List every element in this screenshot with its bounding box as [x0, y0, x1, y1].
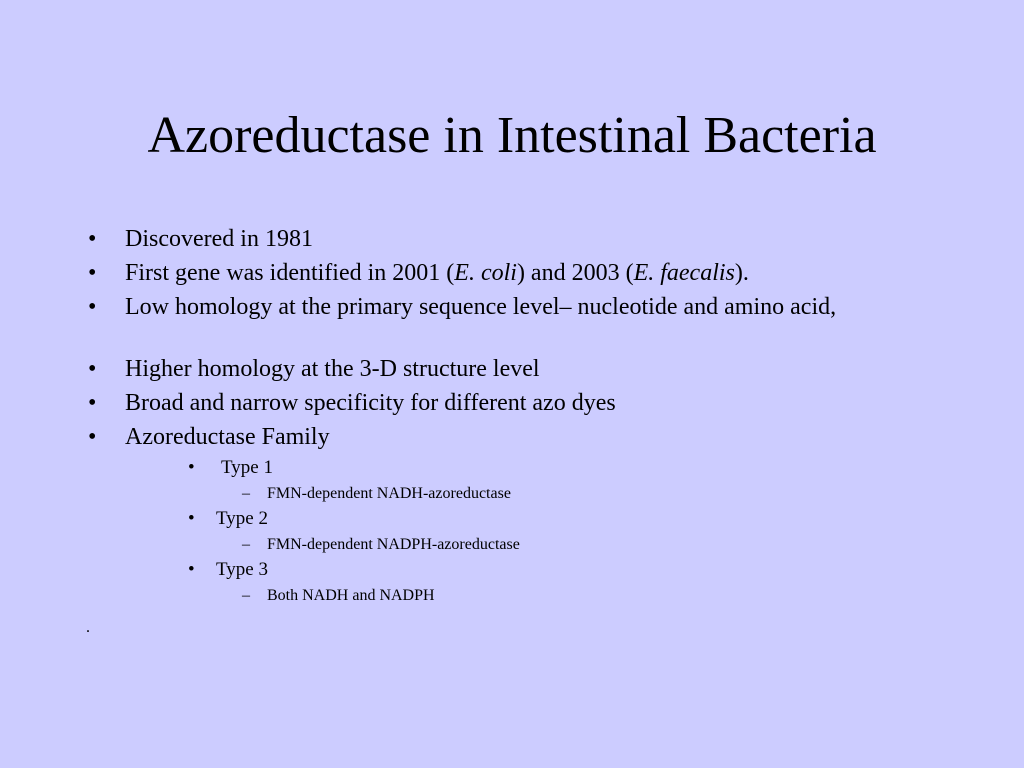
sub-bullet-marker: •: [188, 457, 195, 478]
bullet-text-part: ).: [734, 260, 749, 286]
family-detail-text: FMN-dependent NADH-azoreductase: [267, 485, 511, 502]
organism-name-efaecalis: E. faecalis: [633, 260, 735, 286]
bullet-text-part: First gene was identified in 2001 (: [125, 260, 455, 286]
bullet-text: Azoreductase Family: [125, 424, 330, 450]
bullet-marker: •: [88, 390, 97, 416]
dash-marker: –: [242, 485, 250, 502]
family-detail-text: FMN-dependent NADPH-azoreductase: [267, 536, 520, 553]
sub-bullet-marker: •: [188, 559, 195, 580]
bullet-marker: •: [88, 424, 97, 450]
bullet-marker: •: [88, 294, 97, 320]
sub-bullet-marker: •: [188, 508, 195, 529]
bullet-text: Broad and narrow specificity for different azo dyes: [125, 390, 616, 416]
bullet-text: Discovered in 1981: [125, 226, 313, 252]
family-type-label: Type 2: [216, 508, 268, 529]
bullet-marker: •: [88, 226, 97, 252]
family-detail-text: Both NADH and NADPH: [267, 587, 435, 604]
organism-name-ecoli: E. coli: [454, 260, 517, 286]
family-type-label: Type 3: [216, 559, 268, 580]
bullet-marker: •: [88, 356, 97, 382]
bullet-marker: •: [88, 260, 97, 286]
dash-marker: –: [242, 587, 250, 604]
trailing-dot: .: [86, 619, 90, 636]
slide-title: Azoreductase in Intestinal Bacteria: [147, 107, 877, 164]
bullet-text: [125, 260, 925, 287]
dash-marker: –: [242, 536, 250, 553]
bullet-text: Higher homology at the 3-D structure level: [125, 356, 540, 382]
bullet-text-part: ) and 2003 (: [516, 260, 634, 286]
family-type-label: Type 1: [221, 457, 273, 478]
bullet-text: Low homology at the primary sequence level– nucleotide and amino acid,: [125, 294, 837, 320]
